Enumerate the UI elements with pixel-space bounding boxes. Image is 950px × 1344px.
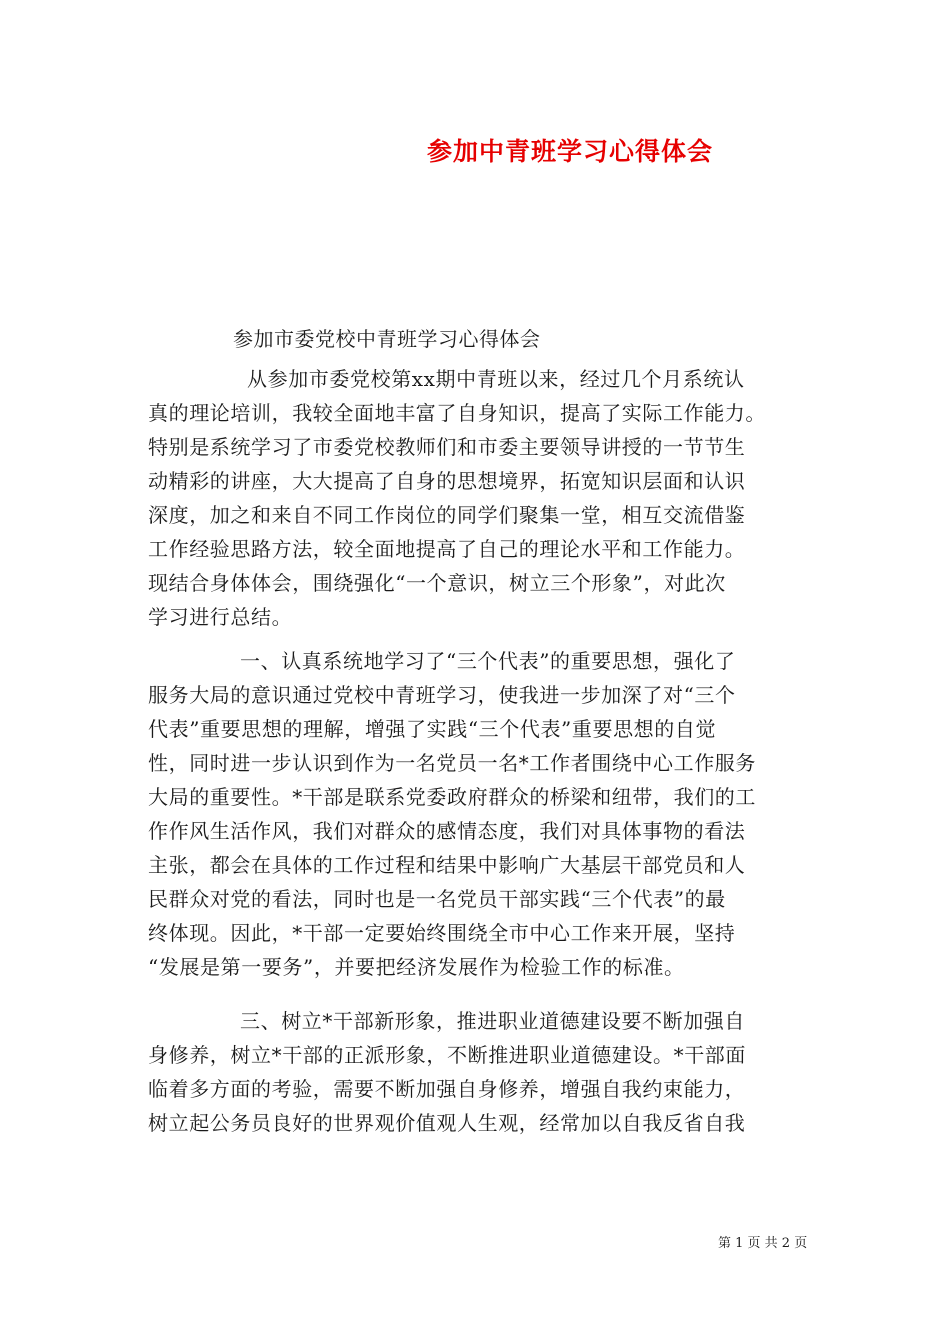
paragraph-line: 服务大局的意识通过党校中青班学习，使我进一步加深了对“三个 xyxy=(148,683,736,707)
paragraph-line: 终体现。因此，*干部一定要始终围绕全市中心工作来开展，坚持 xyxy=(148,921,736,945)
document-subtitle: 参加市委党校中青班学习心得体会 xyxy=(233,327,541,351)
paragraph-line: 临着多方面的考验，需要不断加强自身修养，增强自我约束能力， xyxy=(148,1077,746,1101)
page-number-footer: 第 1 页 共 2 页 xyxy=(718,1236,808,1251)
paragraph-line: 主张，都会在具体的工作过程和结果中影响广大基层干部党员和人 xyxy=(148,853,746,877)
paragraph-line: “发展是第一要务”，并要把经济发展作为检验工作的标准。 xyxy=(148,955,685,979)
paragraph-line: 三、树立*干部新形象，推进职业道德建设要不断加强自 xyxy=(240,1009,745,1033)
paragraph-line: 深度，加之和来自不同工作岗位的同学们聚集一堂，相互交流借鉴 xyxy=(148,503,746,527)
paragraph-line: 从参加市委党校第xx期中青班以来，经过几个月系统认 xyxy=(247,367,745,391)
paragraph-line: 一、认真系统地学习了“三个代表”的重要思想，强化了 xyxy=(240,649,736,673)
paragraph-line: 特别是系统学习了市委党校教师们和市委主要领导讲授的一节节生 xyxy=(148,435,746,459)
paragraph-line: 性，同时进一步认识到作为一名党员一名*工作者围绕中心工作服务 xyxy=(148,751,756,775)
paragraph-line: 代表”重要思想的理解，增强了实践“三个代表”重要思想的自觉 xyxy=(148,717,717,741)
document-title: 参加中青班学习心得体会 xyxy=(426,137,713,166)
paragraph-line: 树立起公务员良好的世界观价值观人生观，经常加以自我反省自我 xyxy=(148,1111,746,1135)
paragraph-line: 真的理论培训，我较全面地丰富了自身知识，提高了实际工作能力。 xyxy=(148,401,766,425)
paragraph-line: 动精彩的讲座，大大提高了自身的思想境界，拓宽知识层面和认识 xyxy=(148,469,746,493)
paragraph-line: 工作经验思路方法，较全面地提高了自己的理论水平和工作能力。 xyxy=(148,537,746,561)
paragraph-line: 作作风生活作风，我们对群众的感情态度，我们对具体事物的看法 xyxy=(148,819,746,843)
paragraph-line: 学习进行总结。 xyxy=(148,605,293,629)
paragraph-line: 现结合身体体会，围绕强化“一个意识，树立三个形象”，对此次 xyxy=(148,571,726,595)
paragraph-line: 民群众对党的看法，同时也是一名党员干部实践“三个代表”的最 xyxy=(148,887,726,911)
paragraph-line: 身修养，树立*干部的正派形象，不断推进职业道德建设。*干部面 xyxy=(148,1043,746,1067)
paragraph-line: 大局的重要性。*干部是联系党委政府群众的桥梁和纽带，我们的工 xyxy=(148,785,756,809)
